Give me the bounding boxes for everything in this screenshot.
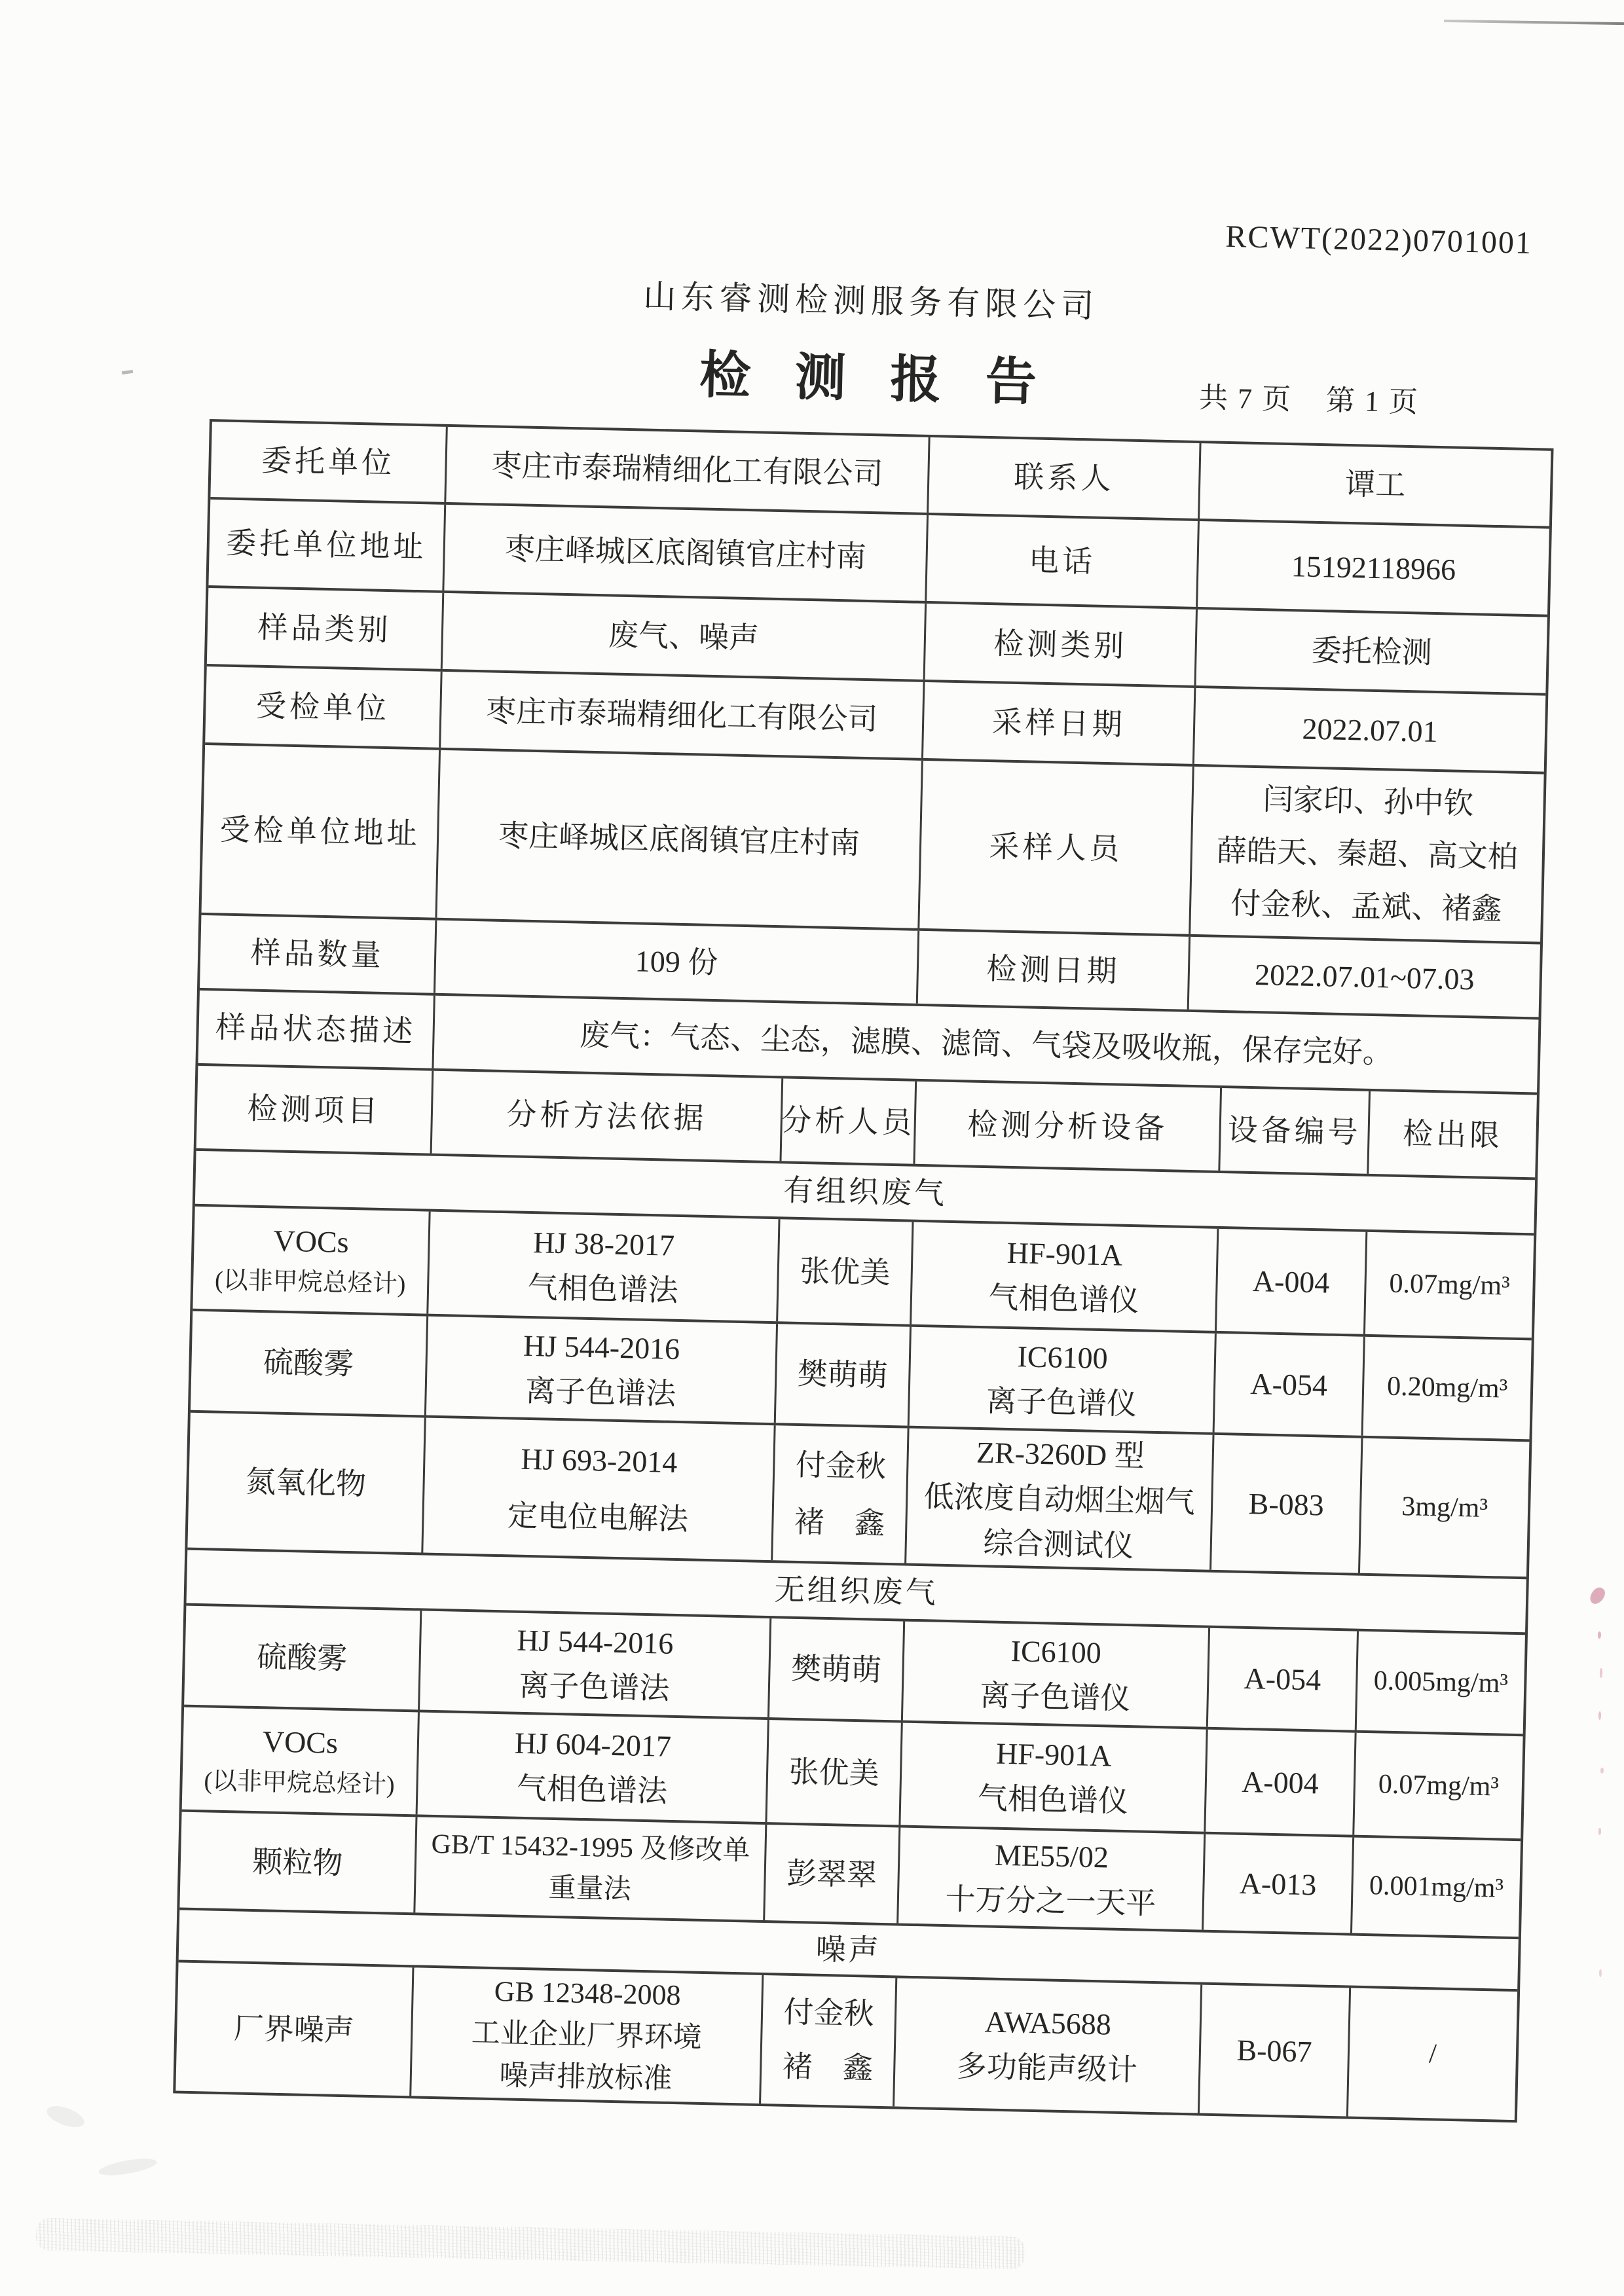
info-value: 废气、噪声: [441, 593, 925, 680]
device-cell: IC6100 离子色谱仪: [908, 1327, 1215, 1432]
item-cell: 氮氧化物: [245, 1465, 367, 1501]
info-value: 谭工: [1198, 443, 1551, 526]
info-label: 联系人: [927, 437, 1199, 519]
device-no-cell: A-054: [1206, 1628, 1357, 1730]
device-no-cell: A-013: [1202, 1834, 1352, 1933]
method-cell: GB 12348-2008 工业企业厂界环境 噪声排放标准: [409, 1967, 762, 2104]
column-header: 检测项目: [246, 1091, 382, 1128]
method-cell: GB/T 15432-1995 及修改单 重量法: [413, 1817, 765, 1920]
section-title: 无组织废气: [774, 1573, 939, 1610]
company-name: 山东睿测检测服务有限公司: [642, 278, 1099, 325]
page-indicator: [1198, 374, 1500, 422]
page-indicator-gap: [1292, 409, 1326, 410]
item-cell: [193, 1207, 428, 1314]
device-no-cell: B-067: [1198, 1985, 1349, 2117]
item-name: VOCs: [273, 1224, 350, 1259]
analyst-cell: 张优美: [765, 1720, 900, 1825]
detection-limit-cell: /: [1346, 1988, 1517, 2121]
device-no-cell: B-083: [1209, 1435, 1361, 1573]
report-table: [173, 419, 1553, 2123]
info-value: 109 份: [434, 920, 917, 1004]
info-row-inspected-address: [202, 742, 1544, 942]
device-cell: HF-901A 气相色谱仪: [910, 1222, 1217, 1331]
method-cell: HJ 544-2016 离子色谱法: [418, 1611, 769, 1717]
method-row-nitrogen-oxides: [187, 1410, 1529, 1577]
report-title: 检 测 报 告: [699, 346, 1053, 412]
device-cell: HF-901A 气相色谱仪: [898, 1723, 1206, 1832]
pages-total: 共 7 页: [1198, 381, 1293, 416]
section-title: 噪声: [815, 1932, 882, 1967]
info-value: 2022.07.01~07.03: [1187, 937, 1540, 1017]
analyst-cell: 樊萌萌: [767, 1618, 903, 1720]
detection-limit-cell: 0.001mg/m³: [1350, 1838, 1521, 1937]
info-value: 2022.07.01: [1192, 688, 1545, 772]
info-label: 受检单位: [255, 689, 390, 725]
item-cell: 颗粒物: [251, 1844, 343, 1880]
device-cell: ME55/02 十万分之一天平: [896, 1827, 1204, 1929]
info-label: 电话: [925, 515, 1198, 607]
pink-speck-artifact: [1598, 1631, 1601, 1639]
info-value: 委托检测: [1194, 610, 1547, 693]
info-value: 废气：气态、尘态，滤膜、滤筒、气袋及吸收瓶，保存完好。: [432, 996, 1538, 1093]
info-label: 样品类别: [257, 610, 392, 647]
paper-edge-line-artifact: [1444, 20, 1624, 25]
info-label: 样品状态描述: [215, 1010, 416, 1049]
column-header: 分析方法依据: [430, 1071, 782, 1161]
analyst-cell: 付金秋 褚 鑫: [759, 1975, 895, 2106]
item-name: VOCs: [262, 1724, 339, 1760]
device-no-cell: A-004: [1204, 1730, 1354, 1835]
info-value: 枣庄市泰瑞精细化工有限公司: [439, 672, 923, 758]
detection-limit-cell: 0.005mg/m³: [1355, 1631, 1525, 1734]
info-value: 枣庄峄城区底阁镇官庄村南: [442, 505, 927, 601]
detection-limit-cell: 0.07mg/m³: [1363, 1232, 1534, 1338]
method-cell: HJ 544-2016 离子色谱法: [424, 1317, 776, 1423]
info-value: 15192118966: [1196, 521, 1549, 615]
detection-limit-cell: 0.20mg/m³: [1361, 1337, 1532, 1440]
info-label: 采样人员: [917, 761, 1192, 934]
column-header: 设备编号: [1218, 1088, 1369, 1174]
column-header: 检出限: [1367, 1091, 1537, 1178]
device-cell: IC6100 离子色谱仪: [901, 1622, 1208, 1727]
pink-speck-artifact: [1598, 1711, 1601, 1720]
info-label: 样品数量: [250, 936, 385, 973]
column-header: 检测分析设备: [913, 1082, 1220, 1171]
detection-limit-cell: 0.07mg/m³: [1352, 1733, 1522, 1839]
method-cell: HJ 693-2014 定电位电解法: [421, 1418, 773, 1561]
device-cell: AWA5688 多功能声级计: [893, 1978, 1200, 2113]
item-cell: [182, 1707, 418, 1815]
info-label: 委托单位地址: [225, 526, 427, 564]
device-no-cell: A-004: [1215, 1229, 1365, 1334]
info-label: 检测日期: [916, 931, 1189, 1010]
column-header: 分析人员: [779, 1078, 915, 1163]
info-value: 枣庄峄城区底阁镇官庄村南: [435, 750, 921, 928]
item-note: (以非甲烷总烃计): [204, 1767, 396, 1799]
detection-limit-cell: 3mg/m³: [1358, 1438, 1529, 1577]
analyst-cell: 张优美: [776, 1219, 912, 1324]
info-label: 检测类别: [923, 604, 1196, 685]
sampling-personnel: 闫家印、孙中钦 薛皓天、秦超、高文柏 付金秋、孟斌、褚鑫: [1189, 767, 1543, 942]
method-cell: HJ 604-2017 气相色谱法: [416, 1712, 767, 1822]
section-title: 有组织废气: [783, 1173, 948, 1211]
item-cell: 硫酸雾: [256, 1640, 348, 1676]
device-cell: ZR-3260D 型 低浓度自动烟尘烟气 综合测试仪: [904, 1429, 1212, 1570]
info-value: 枣庄市泰瑞精细化工有限公司: [444, 427, 928, 513]
analyst-cell: 樊萌萌: [774, 1324, 910, 1425]
info-label: 委托单位: [261, 443, 396, 481]
pink-speck-artifact: [1600, 1768, 1604, 1774]
analyst-cell: 彭翠翠: [763, 1825, 898, 1923]
info-label: 采样日期: [921, 682, 1194, 764]
pink-speck-artifact: [1599, 1969, 1602, 1977]
page-current: 第 1 页: [1325, 384, 1420, 419]
pink-speck-artifact: [1598, 1828, 1601, 1835]
item-cell: 硫酸雾: [263, 1345, 354, 1381]
report-number: RCWT(2022)0701001: [1225, 219, 1533, 261]
info-label: 受检单位地址: [219, 812, 421, 850]
method-cell: HJ 38-2017 气相色谱法: [426, 1212, 778, 1322]
item-note: (以非甲烷总烃计): [214, 1266, 406, 1298]
pink-speck-artifact: [1600, 1668, 1602, 1678]
device-no-cell: A-054: [1213, 1334, 1363, 1436]
item-cell: 厂界噪声: [233, 2011, 355, 2047]
analyst-cell: 付金秋 褚 鑫: [771, 1425, 907, 1563]
